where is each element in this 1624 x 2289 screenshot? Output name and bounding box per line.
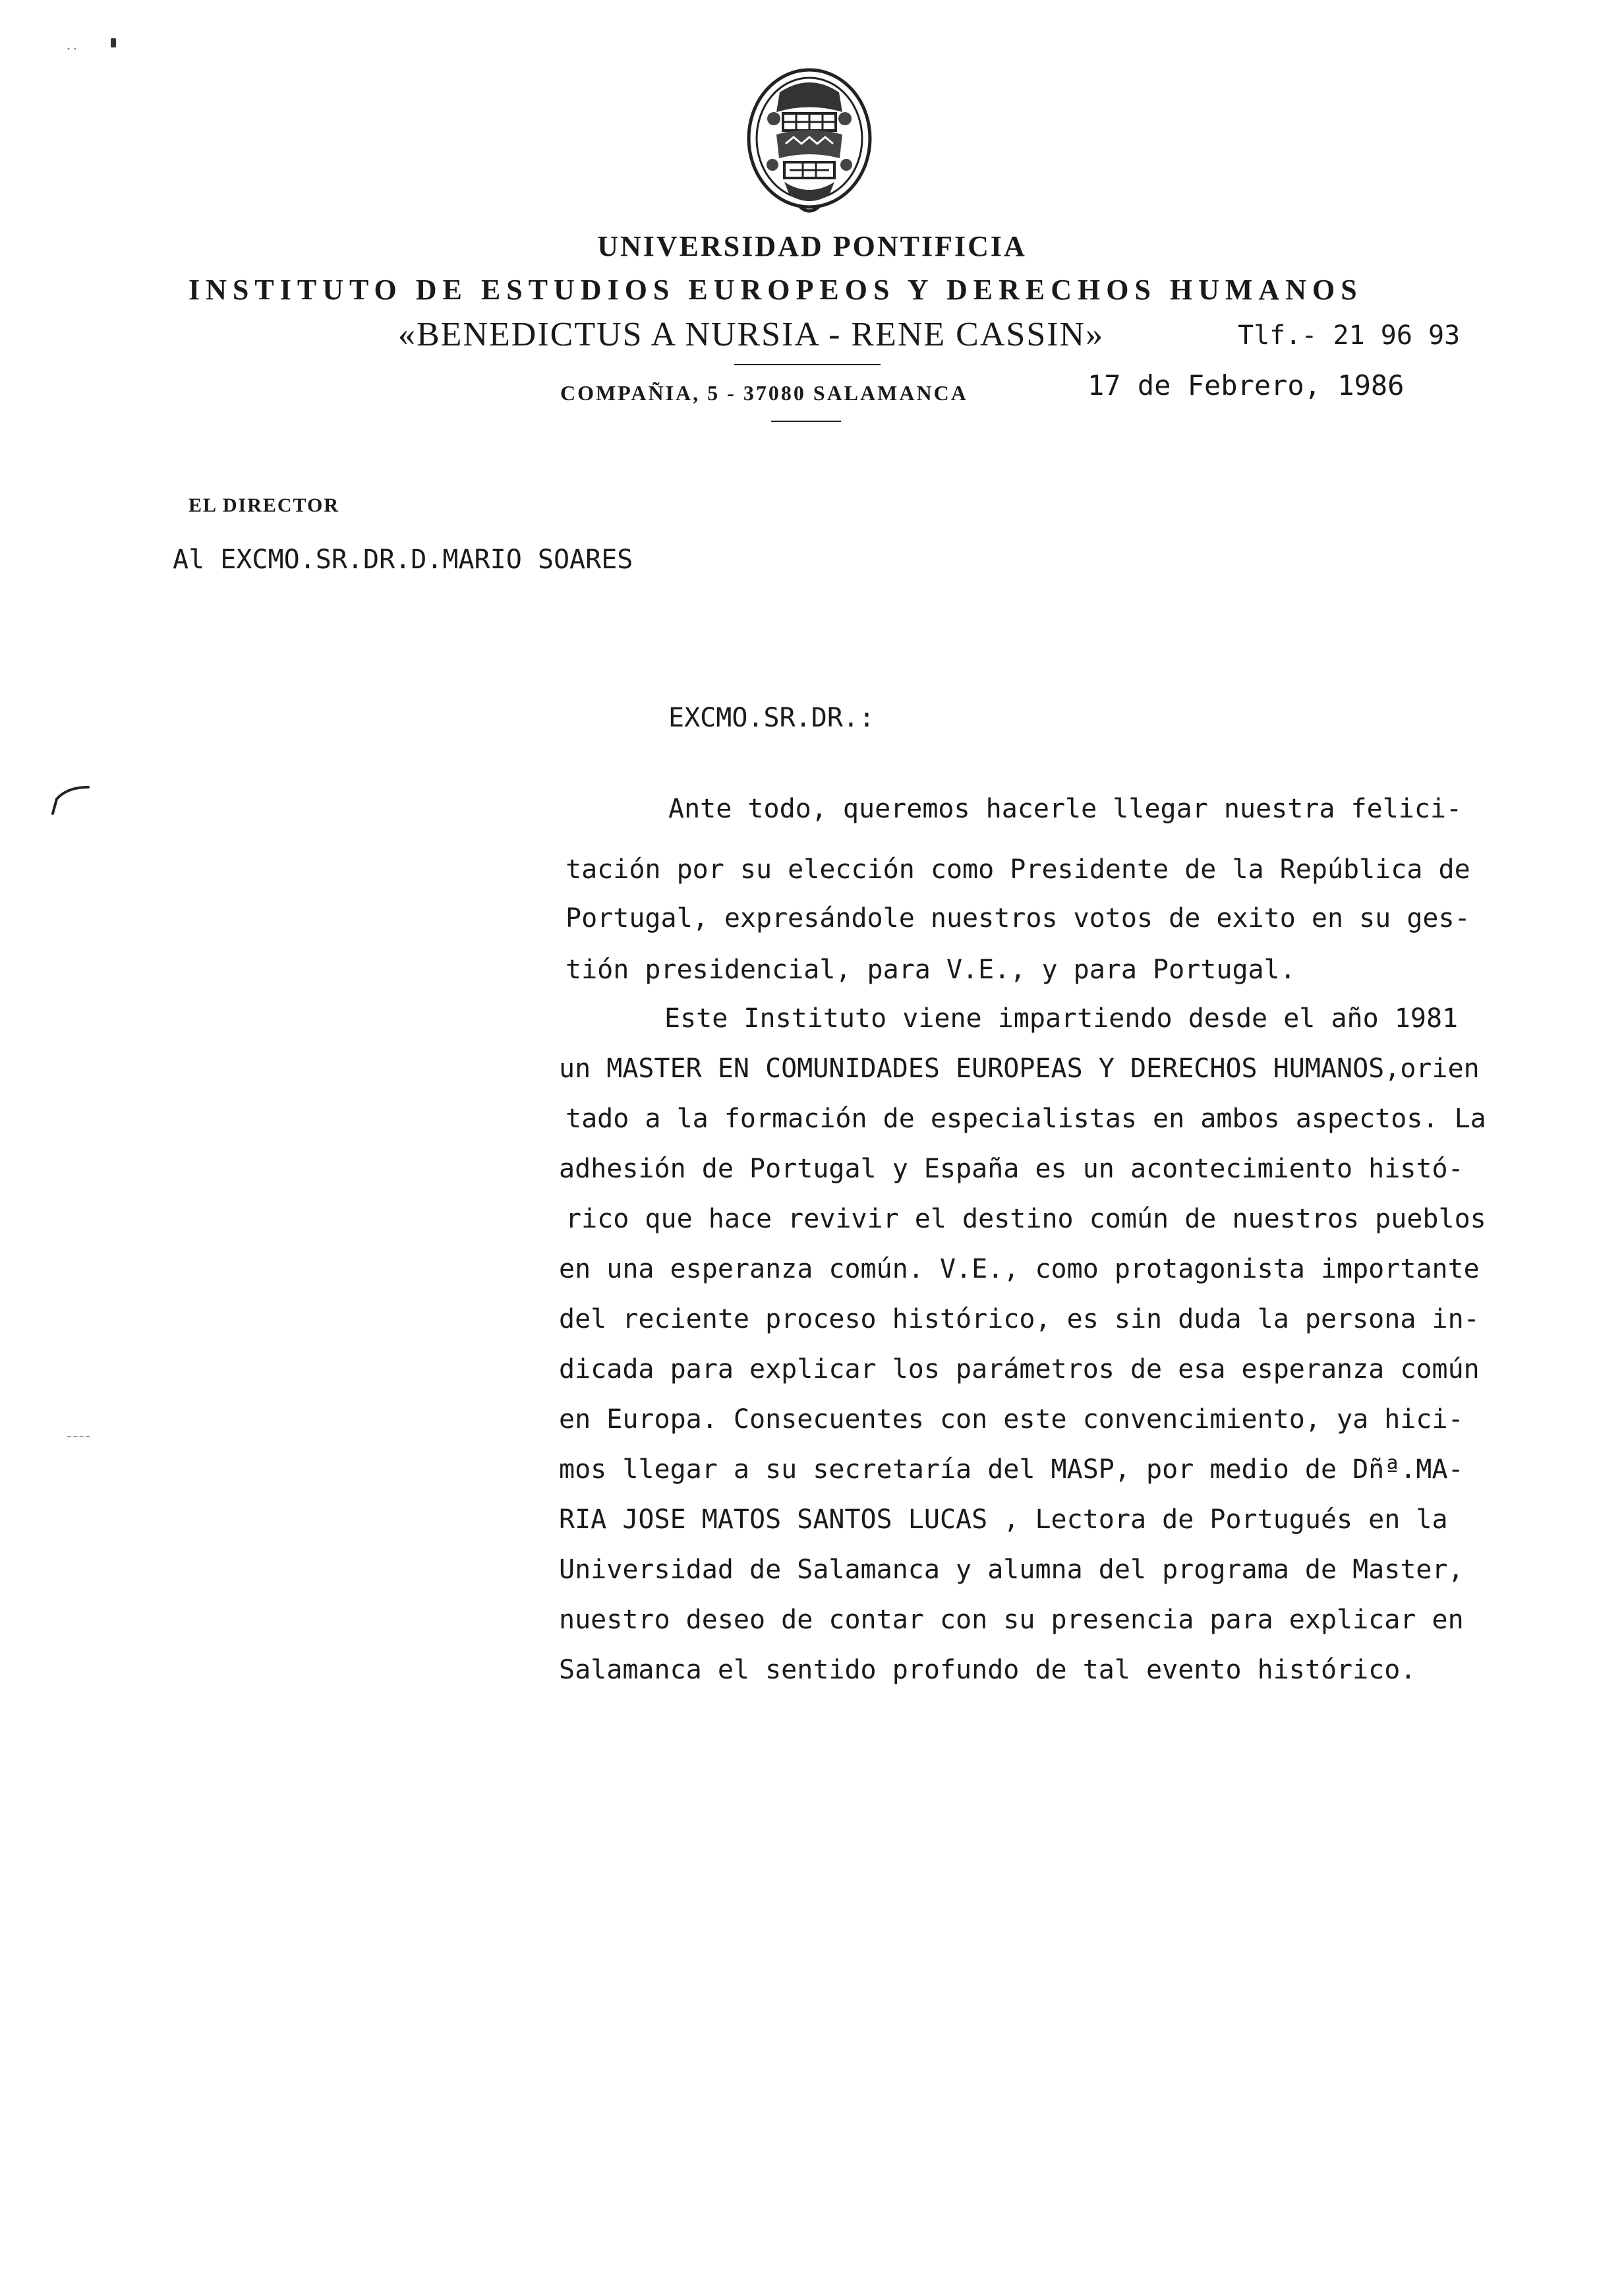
body-line: del reciente proceso histórico, es sin duda la persona in- bbox=[559, 1304, 1480, 1334]
body-line: Este Instituto viene impartiendo desde el año 1981 bbox=[664, 1003, 1459, 1034]
body-line: un MASTER EN COMUNIDADES EUROPEAS Y DERECHOS HUMANOS,orien bbox=[559, 1054, 1480, 1084]
body-line: Universidad de Salamanca y alumna del programa de Master, bbox=[559, 1555, 1464, 1585]
sender-title: EL DIRECTOR bbox=[188, 494, 340, 516]
body-line: Ante todo, queremos hacerle llegar nuestra felici- bbox=[668, 794, 1463, 824]
recipient-line: Al EXCMO.SR.DR.D.MARIO SOARES bbox=[173, 545, 633, 575]
body-line: tación por su elección como Presidente de la República de bbox=[566, 854, 1470, 885]
letter-date: 17 de Febrero, 1986 bbox=[1088, 369, 1405, 401]
body-line: tión presidencial, para V.E., y para Portugal. bbox=[566, 955, 1296, 985]
header-rule bbox=[734, 364, 881, 365]
pen-mark-icon bbox=[47, 782, 94, 821]
scan-speck-icon bbox=[67, 1436, 90, 1440]
body-line: en Europa. Consecuentes con este convencimiento, ya hici- bbox=[559, 1404, 1464, 1435]
body-line: Salamanca el sentido profundo de tal evento histórico. bbox=[559, 1655, 1416, 1685]
scan-dot-icon bbox=[111, 38, 116, 47]
institute-name: INSTITUTO DE ESTUDIOS EUROPEOS Y DERECHOS HUMANOS bbox=[188, 274, 1363, 306]
body-line: Portugal, expresándole nuestros votos de exito en su ges- bbox=[566, 903, 1470, 934]
institute-subtitle: «BENEDICTUS A NURSIA - RENE CASSIN» bbox=[398, 316, 1105, 353]
body-line: dicada para explicar los parámetros de esa esperanza común bbox=[559, 1354, 1480, 1384]
body-line: en una esperanza común. V.E., como protagonista importante bbox=[559, 1254, 1480, 1284]
address-rule bbox=[771, 421, 841, 422]
university-name: UNIVERSIDAD PONTIFICIA bbox=[597, 230, 1027, 262]
body-line: rico que hace revivir el destino común de nuestros pueblos bbox=[566, 1204, 1486, 1234]
body-line: mos llegar a su secretaría del MASP, por medio de Dñª.MA- bbox=[559, 1454, 1464, 1485]
phone-number: Tlf.- 21 96 93 bbox=[1238, 320, 1461, 351]
salutation: EXCMO.SR.DR.: bbox=[668, 703, 875, 733]
body-line: adhesión de Portugal y España es un acontecimiento histó- bbox=[559, 1154, 1464, 1184]
university-seal-icon bbox=[743, 66, 875, 218]
body-line: nuestro deseo de contar con su presencia para explicar en bbox=[559, 1605, 1464, 1635]
body-line: RIA JOSE MATOS SANTOS LUCAS , Lectora de Portugués en la bbox=[559, 1504, 1448, 1535]
address: COMPAÑIA, 5 - 37080 SALAMANCA bbox=[560, 381, 968, 405]
body-line: tado a la formación de especialistas en ambos aspectos. La bbox=[566, 1104, 1486, 1134]
